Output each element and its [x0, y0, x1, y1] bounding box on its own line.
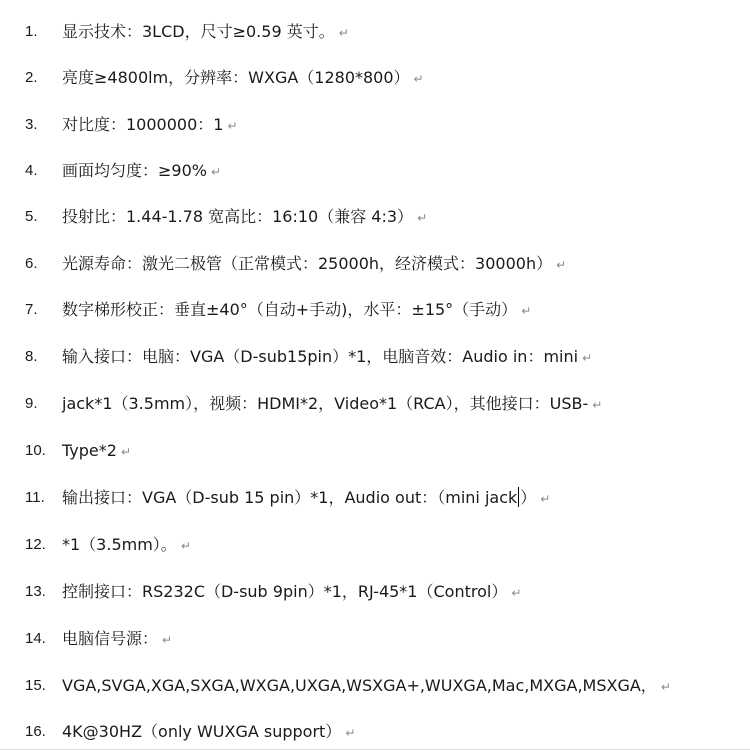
list-text[interactable]: 电脑信号源： ↵ — [62, 629, 173, 648]
list-text[interactable]: 4K@30HZ（only WUXGA support） ↵ — [62, 722, 356, 741]
list-text[interactable]: jack*1（3.5mm），视频：HDMI*2，Video*1（RCA），其他接口：USB- ↵ — [62, 394, 603, 413]
paragraph-mark-icon: ↵ — [521, 304, 532, 318]
paragraph-mark-icon: ↵ — [338, 26, 349, 40]
list-number: 3. — [25, 116, 38, 133]
list-text[interactable]: 输入接口：电脑：VGA（D-sub15pin）*1，电脑音效：Audio in：mini ↵ — [62, 347, 593, 366]
paragraph-mark-icon: ↵ — [582, 351, 593, 365]
list-number: 4. — [25, 162, 38, 179]
list-number: 7. — [25, 301, 38, 318]
paragraph-mark-icon: ↵ — [227, 119, 238, 133]
paragraph-mark-icon: ↵ — [120, 445, 131, 459]
list-number: 11. — [25, 489, 45, 506]
paragraph-mark-icon: ↵ — [162, 633, 173, 647]
list-text[interactable]: 控制接口：RS232C（D-sub 9pin）*1，RJ-45*1（Control） ↵ — [62, 582, 522, 601]
list-number: 10. — [25, 442, 46, 459]
list-text[interactable]: *1（3.5mm）。 ↵ — [62, 535, 191, 554]
list-text[interactable]: 输出接口：VGA（D-sub 15 pin）*1，Audio out：（mini jack ） ↵ — [62, 488, 551, 507]
paragraph-mark-icon: ↵ — [592, 398, 603, 412]
paragraph-mark-icon: ↵ — [540, 492, 551, 506]
list-number: 5. — [25, 208, 38, 225]
list-text[interactable]: 亮度≥4800lm，分辨率：WXGA（1280*800） ↵ — [62, 68, 424, 87]
list-text[interactable]: 画面均匀度：≥90% ↵ — [62, 161, 222, 180]
list-number: 8. — [25, 348, 38, 365]
list-number: 15. — [25, 677, 46, 694]
list-text[interactable]: 光源寿命：激光二极管（正常模式：25000h，经济模式：30000h） ↵ — [62, 254, 567, 273]
list-number: 14. — [25, 630, 46, 647]
paragraph-mark-icon: ↵ — [413, 72, 424, 86]
list-text[interactable]: Type*2 ↵ — [62, 441, 131, 460]
list-number: 9. — [25, 395, 38, 412]
list-number: 16. — [25, 723, 46, 740]
list-number: 12. — [25, 536, 46, 553]
paragraph-mark-icon: ↵ — [345, 726, 356, 740]
paragraph-mark-icon: ↵ — [417, 211, 428, 225]
paragraph-mark-icon: ↵ — [180, 539, 191, 553]
paragraph-mark-icon: ↵ — [660, 680, 671, 694]
list-text[interactable]: 对比度：1000000：1 ↵ — [62, 115, 238, 134]
list-text[interactable]: 显示技术：3LCD，尺寸≥0.59 英寸。 ↵ — [62, 22, 349, 41]
paragraph-mark-icon: ↵ — [556, 258, 567, 272]
paragraph-mark-icon: ↵ — [511, 586, 522, 600]
list-text[interactable]: 投射比：1.44-1.78 宽高比：16:10（兼容 4:3） ↵ — [62, 207, 428, 226]
list-number: 13. — [25, 583, 46, 600]
list-number: 6. — [25, 255, 38, 272]
list-text[interactable]: 数字梯形校正：垂直±40°（自动+手动)，水平：±15°（手动） ↵ — [62, 300, 532, 319]
list-text[interactable]: VGA,SVGA,XGA,SXGA,WXGA,UXGA,WSXGA+,WUXGA,Mac,MXGA,MSXGA， ↵ — [62, 676, 671, 695]
list-number: 1. — [25, 23, 38, 40]
paragraph-mark-icon: ↵ — [210, 165, 222, 179]
list-number: 2. — [25, 69, 38, 86]
